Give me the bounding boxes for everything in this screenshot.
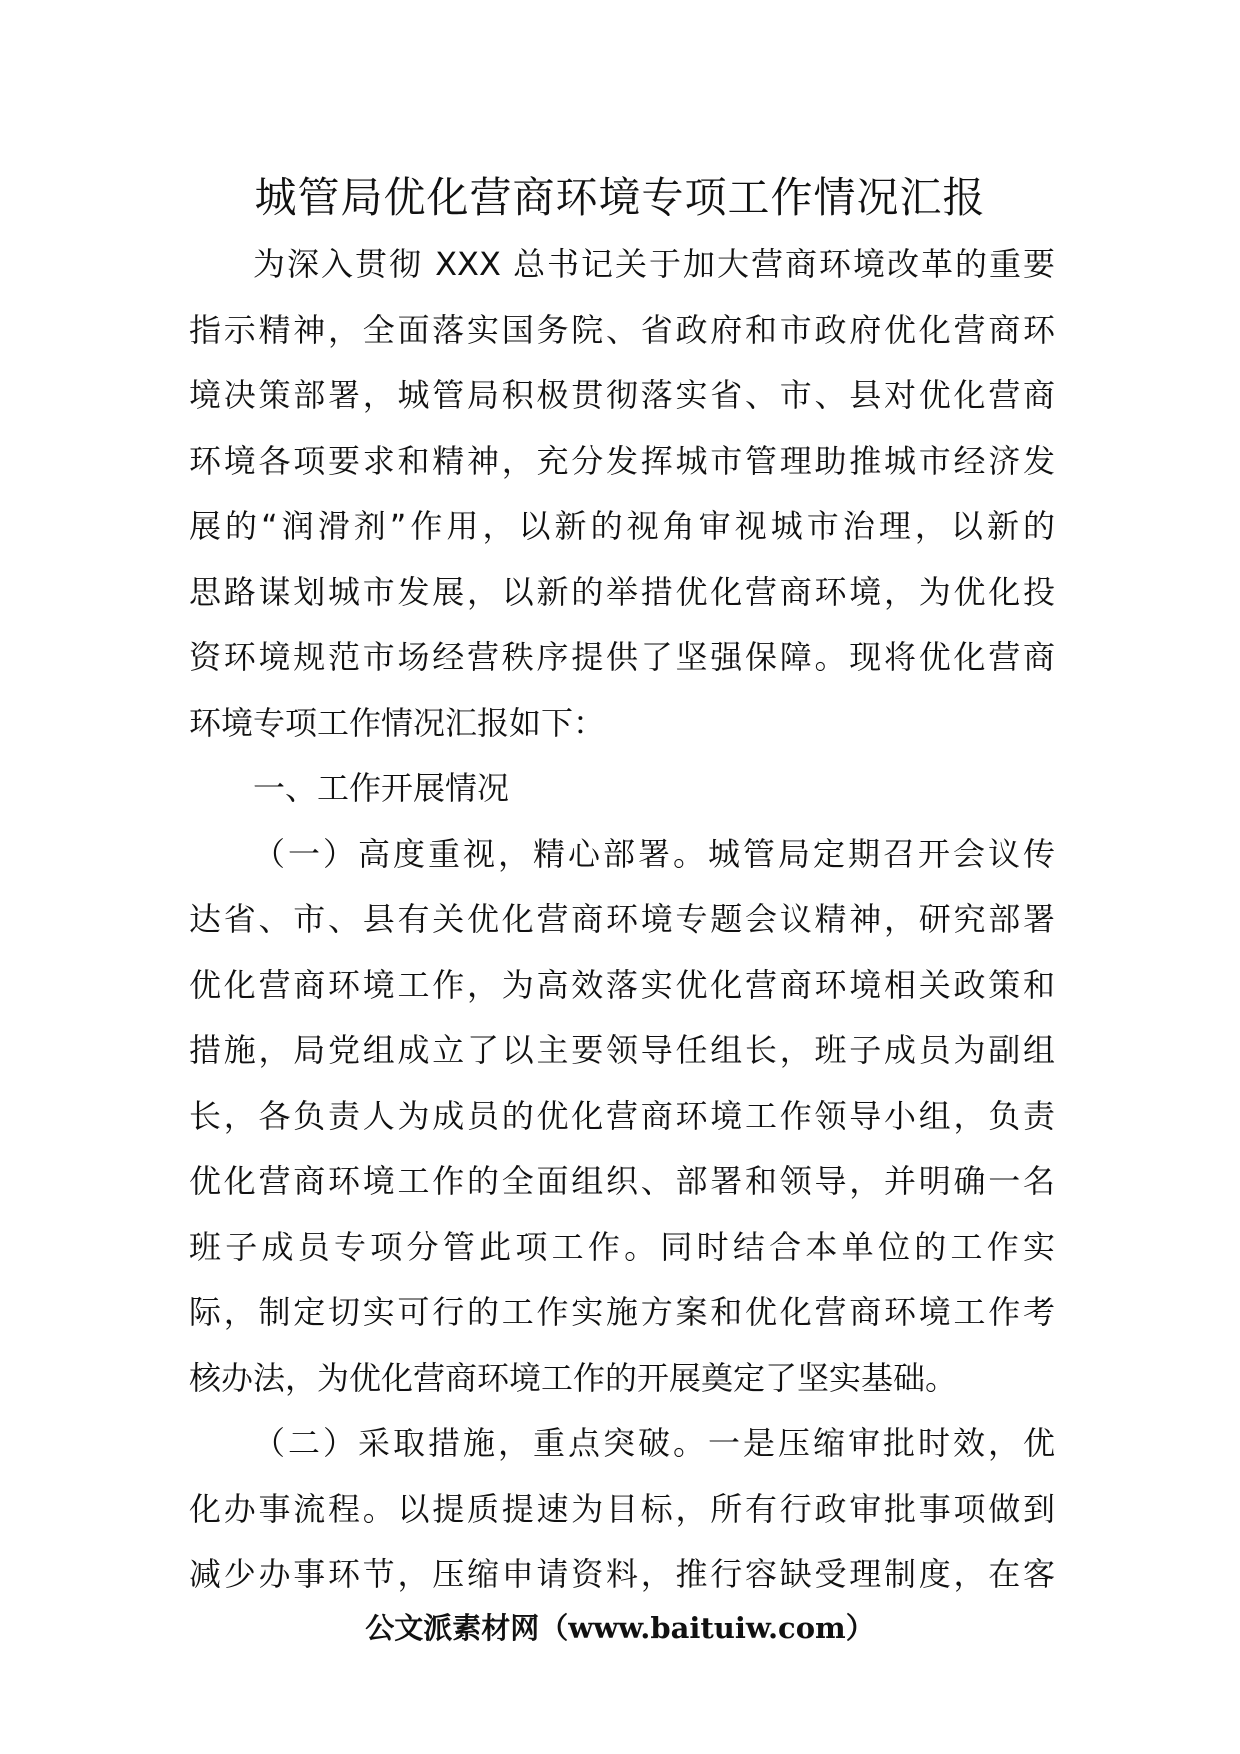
paragraph-line: 际，制定切实可行的工作实施方案和优化营商环境工作考 <box>189 1293 1055 1331</box>
paragraph-line: 资环境规范市场经营秩序提供了坚强保障。现将优化营商 <box>189 638 1055 676</box>
paragraph-line: 核办法，为优化营商环境工作的开展奠定了坚实基础。 <box>189 1358 958 1397</box>
paragraph-line: 指示精神，全面落实国务院、省政府和市政府优化营商环 <box>189 310 1055 349</box>
paragraph-line: （一）高度重视，精心部署。城管局定期召开会议传 <box>253 834 1055 873</box>
paragraph-line: 展的“润滑剂”作用，以新的视角审视城市治理，以新的 <box>189 507 1055 545</box>
paragraph <box>189 756 1055 822</box>
paragraph-line: 长，各负责人为成员的优化营商环境工作领导小组，负责 <box>189 1096 1055 1135</box>
paragraph-line: 减少办事环节，压缩申请资料，推行容缺受理制度，在客 <box>189 1555 1055 1593</box>
paragraph-line: 环境专项工作情况汇报如下： <box>189 703 606 742</box>
paragraph-line: （二）采取措施，重点突破。一是压缩审批时效，优 <box>253 1424 1055 1462</box>
paragraph-line: 为深入贯彻 XXX 总书记关于加大营商环境改革的重要 <box>253 245 1055 283</box>
paragraph-line: 环境各项要求和精神，充分发挥城市管理助推城市经济发 <box>189 441 1055 480</box>
paragraph-line: 境决策部署，城管局积极贯彻落实省、市、县对优化营商 <box>189 376 1055 414</box>
document-title: 城管局优化营商环境专项工作情况汇报 <box>254 173 986 222</box>
paragraph-line: 班子成员专项分管此项工作。同时结合本单位的工作实 <box>189 1227 1055 1266</box>
paragraph-line: 优化营商环境工作，为高效落实优化营商环境相关政策和 <box>189 965 1055 1004</box>
paragraph-line: 思路谋划城市发展，以新的举措优化营商环境，为优化投 <box>189 572 1055 611</box>
paragraph-line: 措施，局党组成立了以主要领导任组长，班子成员为副组 <box>189 1031 1055 1069</box>
document-body <box>189 232 1055 1608</box>
paragraph-line: 一、工作开展情况 <box>253 769 510 807</box>
paragraph-line: 优化营商环境工作的全面组织、部署和领导，并明确一名 <box>189 1162 1055 1200</box>
paragraph-line: 化办事流程。以提质提速为目标，所有行政审批事项做到 <box>189 1489 1055 1528</box>
paragraph <box>189 822 1055 1412</box>
paragraph <box>189 1411 1055 1608</box>
paragraph <box>189 232 1055 756</box>
footer-watermark: 公文派素材网（www.baituiw.com） <box>365 1611 875 1645</box>
paragraph-line: 达省、市、县有关优化营商环境专题会议精神，研究部署 <box>189 900 1055 938</box>
